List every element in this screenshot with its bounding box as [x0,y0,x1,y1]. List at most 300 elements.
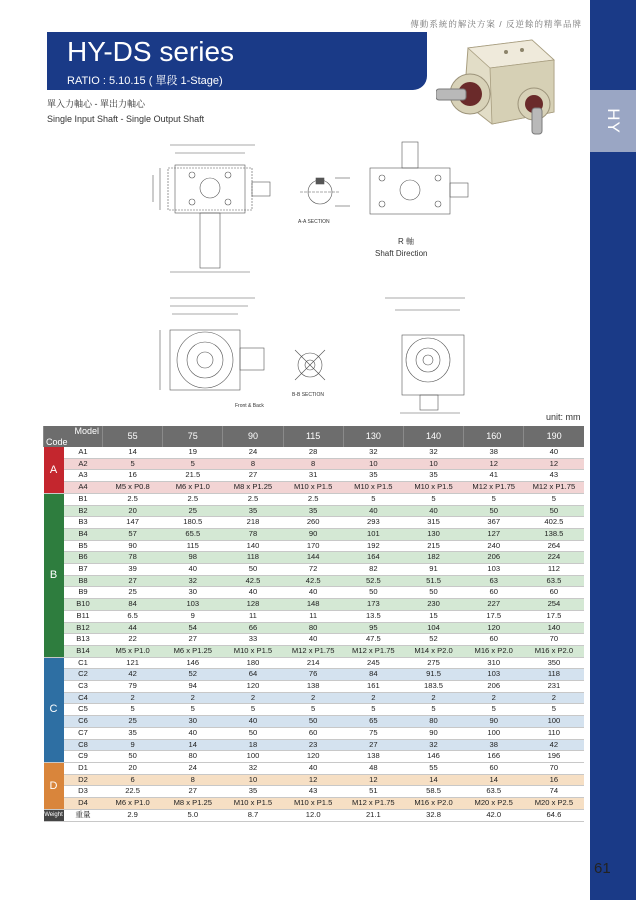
table-cell: 2.5 [187,493,199,503]
table-cell: 227 [487,599,501,609]
table-cell: 90 [489,716,498,726]
dimension-code: B6 [78,552,88,562]
table-row [44,505,585,517]
table-cell: 14 [128,447,137,456]
table-cell: 140 [246,540,260,550]
table-cell: 30 [188,587,197,597]
table-cell: 138.5 [544,528,564,538]
table-cell: 22 [128,634,137,644]
dimension-code: B13 [76,634,90,644]
table-cell: M5 x P0.8 [115,482,150,492]
table-cell: M12 x P1.75 [352,645,395,655]
table-cell: 38 [489,739,498,749]
table-cell: 166 [487,751,501,761]
table-cell: M6 x P1.0 [115,798,150,808]
table-cell: 10 [248,774,258,784]
table-cell: 52 [188,669,197,679]
page-number: 61 [594,860,611,877]
table-row [44,447,585,458]
table-cell: 50 [308,716,318,726]
prism-note: Front & Back [235,403,264,409]
table-row [44,470,585,482]
table-cell: 120 [487,622,501,632]
table-cell: 245 [367,657,380,667]
table-cell: 27 [188,786,197,796]
section-tab[interactable]: HY [590,90,636,152]
table-cell: 118 [246,552,260,562]
table-cell: 40 [308,762,318,772]
table-cell: 28 [308,447,318,456]
table-cell: 48 [369,762,378,772]
table-cell: 130 [427,528,440,538]
table-cell: 17.5 [546,610,562,620]
table-cell: 101 [367,528,380,538]
table-cell: 60 [489,587,498,597]
table-cell: M14 x P2.0 [414,645,453,655]
table-cell: 40 [308,634,318,644]
table-cell: 5 [551,704,557,714]
table-cell: 64.6 [546,809,562,819]
table-cell: 6 [130,774,135,784]
table-row [44,528,585,540]
dimension-code: B10 [76,599,90,609]
table-cell: 120 [306,751,320,761]
table-cell: 91.5 [426,669,441,679]
table-cell: 40 [188,564,197,574]
table-cell: 5 [371,493,376,503]
table-cell: 80 [429,716,438,726]
dimension-code: C1 [78,657,88,667]
table-cell: 42 [128,669,137,679]
table-cell: 161 [367,681,380,691]
table-cell: 196 [547,751,561,761]
table-cell: 76 [308,669,318,679]
table-cell: 24 [188,762,197,772]
table-cell: 2 [130,692,135,702]
dimension-code: A2 [78,458,88,468]
table-cell: 12.0 [305,809,321,819]
dimension-code: C7 [78,727,88,737]
table-cell: 40 [248,587,258,597]
table-row [44,552,585,564]
table-cell: 224 [547,552,561,562]
dimension-table [43,426,584,822]
table-row [44,564,585,576]
section-a-label: A-A SECTION [298,219,330,225]
table-cell: 146 [427,751,440,761]
face-view [160,298,264,390]
table-cell: 127 [487,528,501,538]
table-cell: 146 [186,657,200,667]
table-cell: 10 [429,458,438,468]
table-row [44,517,585,529]
table-cell: 100 [547,716,561,726]
dimension-code: B14 [76,645,90,655]
table-cell: 2 [431,692,436,702]
dimension-code: 重量 [75,809,91,819]
table-cell: 74 [549,786,559,796]
table-cell: 78 [248,528,258,538]
table-cell: 35 [128,727,137,737]
shaft-config-cn: 單入力軸心 - 單出力軸心 [47,99,145,109]
table-cell: 21.1 [365,809,381,819]
table-cell: 58.5 [426,786,441,796]
table-cell: 27 [369,739,378,749]
table-cell: 15 [429,610,438,620]
table-cell: 104 [427,622,440,632]
table-row [44,762,585,774]
table-cell: 31 [308,470,318,480]
dimension-code: D2 [78,774,88,784]
table-cell: 20 [128,762,137,772]
dimension-code: A3 [78,470,88,480]
table-cell: 2 [250,692,256,702]
table-cell: M8 x P1.25 [173,798,212,808]
table-cell: 192 [367,540,380,550]
dimension-code: D3 [78,786,88,796]
table-cell: 35 [429,470,438,480]
table-cell: 35 [308,505,318,515]
table-cell: 110 [547,727,560,737]
table-cell: M12 x P1.75 [472,482,516,492]
table-cell: 52 [429,634,438,644]
section-b-label: B-B SECTION [292,392,324,398]
table-cell: 90 [128,540,137,550]
model-header: 160 [464,426,524,447]
side-view [370,142,468,214]
table-row [44,669,585,681]
table-cell: 42 [549,739,559,749]
table-cell: 120 [246,681,260,691]
table-row [44,482,585,494]
table-cell: 16 [128,470,137,480]
table-cell: 43 [549,470,559,480]
table-cell: 100 [487,727,501,737]
table-cell: 275 [427,657,440,667]
table-cell: 315 [427,517,440,527]
table-cell: 50 [549,505,559,515]
table-cell: M12 x P1.75 [532,482,576,492]
table-cell: 72 [308,564,318,574]
table-row [44,751,585,763]
table-cell: 60 [308,727,318,737]
dimension-code: B7 [78,564,88,574]
table-cell: 70 [549,634,559,644]
table-cell: 144 [306,552,320,562]
table-cell: 35 [369,470,378,480]
table-cell: 2.5 [307,493,319,503]
ratio-text: RATIO : 5.10.15 ( 單段 1-Stage) [67,75,223,87]
table-cell: 115 [186,540,199,550]
dimension-code: C3 [78,681,88,691]
table-cell: 80 [308,622,318,632]
table-cell: M8 x P1.25 [233,482,273,492]
table-cell: 17.5 [486,610,502,620]
table-cell: 14 [188,739,197,749]
table-cell: 2.5 [127,493,138,503]
dimension-code: C8 [78,739,88,749]
table-cell: 51.5 [426,575,441,585]
table-cell: 138 [306,681,320,691]
table-cell: 140 [547,622,561,632]
dimension-drawing [120,120,590,420]
table-cell: 84 [128,599,137,609]
table-cell: 2 [190,692,195,702]
table-cell: 63.5 [546,575,562,585]
table-cell: 50 [489,505,498,515]
table-cell: 12 [549,458,559,468]
table-cell: M6 x P1.0 [175,482,210,492]
table-cell: 43 [308,786,318,796]
dimension-code: B11 [76,610,90,620]
table-cell: 39 [128,564,137,574]
table-cell: 264 [547,540,561,550]
dimension-code: B9 [78,587,88,597]
dimension-code: B12 [76,622,90,632]
table-cell: 182 [427,552,440,562]
table-cell: 148 [306,599,320,609]
table-cell: 84 [369,669,378,679]
table-cell: 63.5 [486,786,502,796]
table-cell: 5 [491,493,496,503]
dimension-code: B3 [78,517,88,527]
table-cell: 9 [130,739,135,749]
table-cell: 5 [311,704,316,714]
table-cell: 32 [369,447,378,456]
front-view [153,145,270,272]
dimension-code: B2 [78,505,88,515]
table-cell: 310 [487,657,501,667]
table-row [44,657,585,669]
table-row [44,458,585,470]
table-cell: 18 [248,739,258,749]
table-cell: 215 [427,540,440,550]
table-cell: 95 [369,622,378,632]
table-row [44,774,585,786]
table-cell: 5 [130,704,135,714]
table-row [44,493,585,505]
table-cell: 32 [248,762,258,772]
table-cell: 103 [186,599,200,609]
table-cell: 5 [551,493,557,503]
dimension-code: B8 [78,575,88,585]
table-row [44,540,585,552]
table-cell: 40 [429,505,438,515]
table-cell: 19 [188,447,197,456]
table-cell: 138 [367,751,380,761]
group-label: B [44,493,64,657]
table-cell: 230 [427,599,440,609]
table-cell: 40 [369,505,378,515]
table-cell: M12 x P1.75 [291,645,335,655]
table-cell: 65.5 [185,528,201,538]
table-cell: 94 [188,681,197,691]
table-cell: 50 [369,587,378,597]
model-header: 55 [103,426,163,447]
tagline: 傳動系統的解決方案 / 反逆餘的精準品牌 [410,19,582,29]
table-cell: 42.5 [245,575,261,585]
table-cell: 254 [547,599,561,609]
table-cell: 80 [188,751,197,761]
table-cell: 5 [431,704,436,714]
series-header [47,32,427,90]
table-cell: 2 [311,692,316,702]
table-cell: 2 [491,692,496,702]
table-cell: 10 [369,458,378,468]
table-cell: 293 [367,517,380,527]
table-cell: 12 [489,458,498,468]
group-label: Weight [44,809,64,821]
table-cell: 78 [128,552,137,562]
dimension-code: C4 [78,692,88,702]
dimension-code: A4 [78,482,88,492]
model-header: 75 [163,426,223,447]
table-row [44,692,585,704]
table-cell: 5 [371,704,376,714]
table-cell: 16 [549,774,559,784]
table-cell: 90 [429,727,438,737]
table-cell: M16 x P2.0 [534,645,574,655]
table-cell: 13.5 [365,610,381,620]
table-cell: 231 [547,681,561,691]
table-cell: 20 [128,505,137,515]
model-header: 140 [403,426,463,447]
table-cell: 90 [308,528,318,538]
table-cell: M10 x P1.5 [233,645,273,655]
table-cell: 82 [369,564,378,574]
table-cell: 14 [429,774,438,784]
table-cell: M16 x P2.0 [414,798,453,808]
table-cell: 5 [190,458,195,468]
dimension-code: B1 [78,493,88,503]
table-cell: 100 [246,751,260,761]
table-cell: 9 [190,610,195,620]
series-title: HY-DS series [67,36,235,67]
table-cell: 27 [188,634,197,644]
table-cell: 5 [190,704,195,714]
table-cell: M6 x P1.25 [173,645,212,655]
table-row [44,645,585,657]
table-cell: M10 x P1.5 [233,798,273,808]
table-cell: 260 [306,517,320,527]
table-cell: 12 [369,774,378,784]
table-row [44,716,585,728]
table-cell: 2.5 [247,493,259,503]
table-cell: 2 [551,692,557,702]
table-cell: 8.7 [247,809,259,819]
table-cell: 8 [311,458,316,468]
table-cell: 5 [431,493,436,503]
table-cell: 11 [309,610,318,620]
shaft-config-en: Single Input Shaft - Single Output Shaft [47,114,205,124]
table-cell: 5 [250,704,256,714]
table-cell: 50 [248,727,258,737]
dimension-code: C6 [78,716,88,726]
table-cell: 38 [489,447,498,456]
table-cell: 32 [429,447,438,456]
table-header-row [44,426,585,447]
table-cell: 11 [249,610,257,620]
table-cell: 350 [547,657,561,667]
section-a-view [300,178,350,206]
table-cell: 367 [487,517,501,527]
table-cell: 41 [489,470,498,480]
table-row [44,587,585,599]
table-row [44,610,585,622]
table-cell: 121 [126,657,139,667]
dimension-code: C5 [78,704,88,714]
table-cell: 8 [250,458,256,468]
group-label: D [44,762,64,809]
model-header: 90 [223,426,283,447]
table-cell: 214 [306,657,320,667]
table-cell: 25 [128,716,137,726]
table-cell: M5 x P1.0 [115,645,150,655]
table-cell: M10 x P1.5 [293,798,333,808]
dimension-code: C9 [78,751,88,761]
table-cell: 98 [188,552,197,562]
table-cell: 51 [369,786,378,796]
table-row [44,622,585,634]
shaft-direction-en: Shaft Direction [375,249,428,258]
unit-label: unit: mm [546,412,581,422]
table-cell: 40 [549,447,559,456]
model-header: 115 [283,426,343,447]
table-cell: 180 [246,657,260,667]
table-cell: 64 [248,669,258,679]
table-cell: 40 [248,716,258,726]
table-cell: 23 [308,739,318,749]
table-row [44,704,585,716]
table-row [44,798,585,810]
table-cell: 32 [188,575,197,585]
table-row [44,634,585,646]
table-cell: 66 [248,622,258,632]
table-cell: 240 [487,540,501,550]
table-cell: 63 [489,575,498,585]
dimension-code: D4 [78,798,88,808]
table-row [44,599,585,611]
table-row [44,786,585,798]
table-cell: 118 [547,669,560,679]
model-header: 130 [343,426,403,447]
table-cell: M10 x P1.5 [354,482,393,492]
table-cell: 12 [308,774,318,784]
table-cell: 8 [190,774,195,784]
table-row [44,809,585,821]
table-cell: 70 [549,762,559,772]
table-cell: 2 [371,692,376,702]
table-cell: 206 [487,552,501,562]
table-cell: 27 [248,470,258,480]
dimension-code: A1 [78,447,88,456]
table-cell: 6.5 [127,610,138,620]
table-cell: 180.5 [183,517,203,527]
table-cell: 173 [367,599,380,609]
table-cell: 54 [188,622,197,632]
table-cell: 24 [248,447,258,456]
table-cell: 55 [429,762,438,772]
table-cell: M16 x P2.0 [474,645,513,655]
table-cell: 35 [248,786,258,796]
table-cell: 206 [487,681,501,691]
model-header: 190 [524,426,584,447]
table-cell: 112 [547,564,560,574]
table-cell: 30 [188,716,197,726]
table-cell: 44 [128,622,137,632]
table-cell: 50 [128,751,137,761]
table-row [44,739,585,751]
